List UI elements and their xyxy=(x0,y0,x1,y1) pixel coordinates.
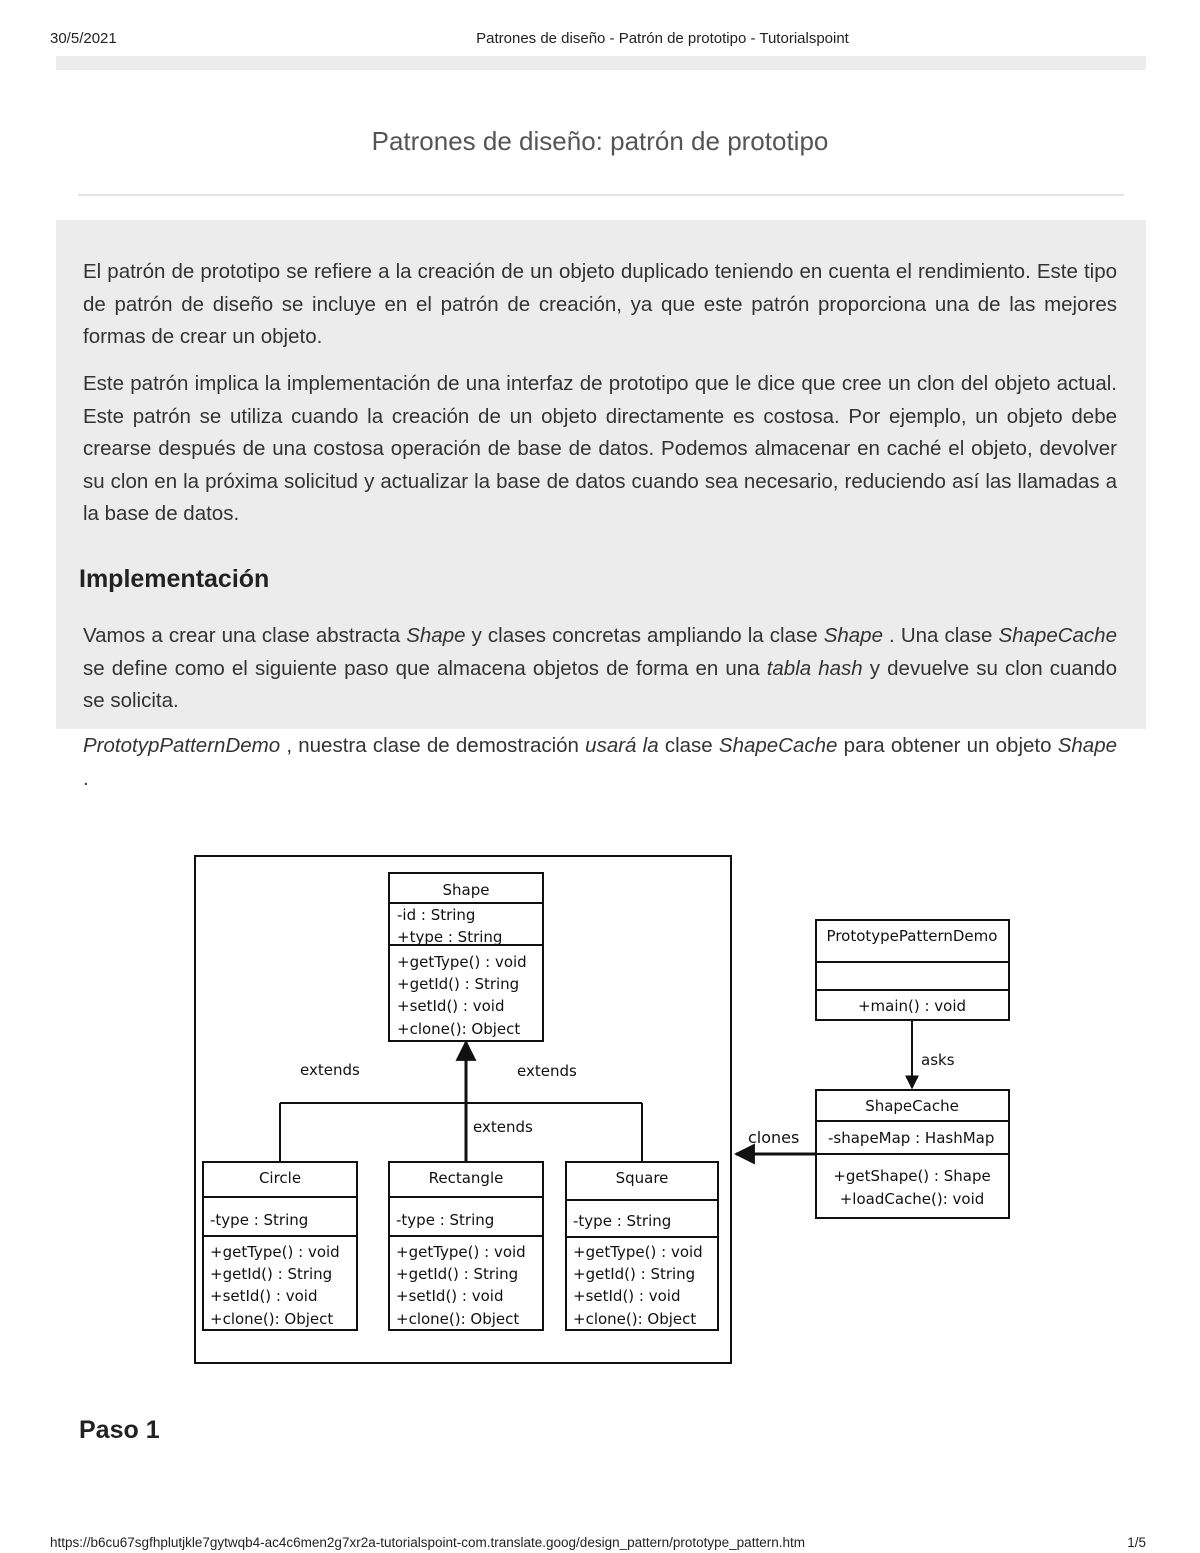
clones-label: clones xyxy=(748,1128,800,1147)
shape-attr: -id : String xyxy=(397,906,476,924)
circle-method: +getId() : String xyxy=(210,1265,333,1283)
circle-method: +clone(): Object xyxy=(210,1310,334,1328)
shape-method: +setId() : void xyxy=(397,997,505,1015)
implementation-heading: Implementación xyxy=(79,565,270,593)
inheritance-connectors xyxy=(280,1042,642,1162)
print-page-number: 1/5 xyxy=(1127,1535,1146,1550)
square-attr: -type : String xyxy=(573,1212,672,1230)
intro-paragraph-2: Este patrón implica la implementación de una interfaz de prototipo que le dice que cree un clon del objeto actual. Este patrón se utiliza cuando la creación de un objeto directamente es costosa. Por ejemplo, un objeto debe crearse después de una costosa operación de base de datos. Podemos almacenar en caché el objeto, devolver su clon en la próxima solicitud y actualizar la base de datos cuando sea necesario, reduciendo así las llamadas a la base de datos. xyxy=(83,372,1117,525)
cache-attr: -shapeMap : HashMap xyxy=(828,1129,995,1147)
rectangle-method: +getType() : void xyxy=(396,1243,526,1261)
circle-class-name: Circle xyxy=(258,1169,302,1187)
square-method: +getId() : String xyxy=(573,1265,696,1283)
implementation-paragraph-2: PrototypPatternDemo , nuestra clase de demostración usará la clase ShapeCache para obtener un objeto Shape . xyxy=(83,734,1117,790)
intro-paragraph-1: El patrón de prototipo se refiere a la creación de un objeto duplicado teniendo en cuenta el rendimiento. Este tipo de patrón de diseño se incluye en el patrón de creación, ya que este patrón proporciona una de las mejores formas de crear un objeto. xyxy=(83,260,1117,348)
square-method: +clone(): Object xyxy=(573,1310,697,1328)
extends-label-left: extends xyxy=(300,1061,360,1079)
extends-label-center: extends xyxy=(473,1118,533,1136)
circle-method: +getType() : void xyxy=(210,1243,340,1261)
print-date: 30/5/2021 xyxy=(50,30,117,47)
shape-attr: +type : String xyxy=(397,928,503,946)
circle-method: +setId() : void xyxy=(210,1287,318,1305)
rectangle-attr: -type : String xyxy=(396,1211,495,1229)
demo-class-name: PrototypePatternDemo xyxy=(826,927,998,945)
page-title: Patrones de diseño: patrón de prototipo xyxy=(371,126,829,156)
print-url[interactable]: https://b6cu67sgfhplutjkle7gytwqb4-ac4c6men2g7xr2a-tutorialspoint-com.translate.goog/design_pattern/prototype_pattern.htm xyxy=(50,1535,805,1550)
shape-method: +getType() : void xyxy=(397,953,527,971)
shape-method: +getId() : String xyxy=(397,975,520,993)
asks-label: asks xyxy=(921,1051,955,1069)
cache-class-name: ShapeCache xyxy=(865,1097,959,1115)
print-page-title: Patrones de diseño - Patrón de prototipo - Tutorialspoint xyxy=(476,30,849,47)
rectangle-method: +getId() : String xyxy=(396,1265,519,1283)
shape-method: +clone(): Object xyxy=(397,1020,521,1038)
implementation-paragraph-1: Vamos a crear una clase abstracta Shape y clases concretas ampliando la clase Shape . Una clase ShapeCache se define como el siguiente paso que almacena objetos de forma en una tabla hash y devuelve su clon cuando se solicita. xyxy=(83,624,1117,712)
step-1-heading: Paso 1 xyxy=(79,1416,160,1444)
circle-attr: -type : String xyxy=(210,1211,309,1229)
rectangle-method: +setId() : void xyxy=(396,1287,504,1305)
extends-label-right: extends xyxy=(517,1062,577,1080)
square-method: +getType() : void xyxy=(573,1243,703,1261)
rectangle-method: +clone(): Object xyxy=(396,1310,520,1328)
square-class-name: Square xyxy=(615,1169,669,1187)
square-method: +setId() : void xyxy=(573,1287,681,1305)
cache-method: +getShape() : Shape xyxy=(833,1167,991,1185)
demo-method: +main() : void xyxy=(857,997,967,1015)
cache-method: +loadCache(): void xyxy=(839,1190,985,1208)
rectangle-class-name: Rectangle xyxy=(428,1169,504,1187)
shape-class-name: Shape xyxy=(442,881,490,899)
